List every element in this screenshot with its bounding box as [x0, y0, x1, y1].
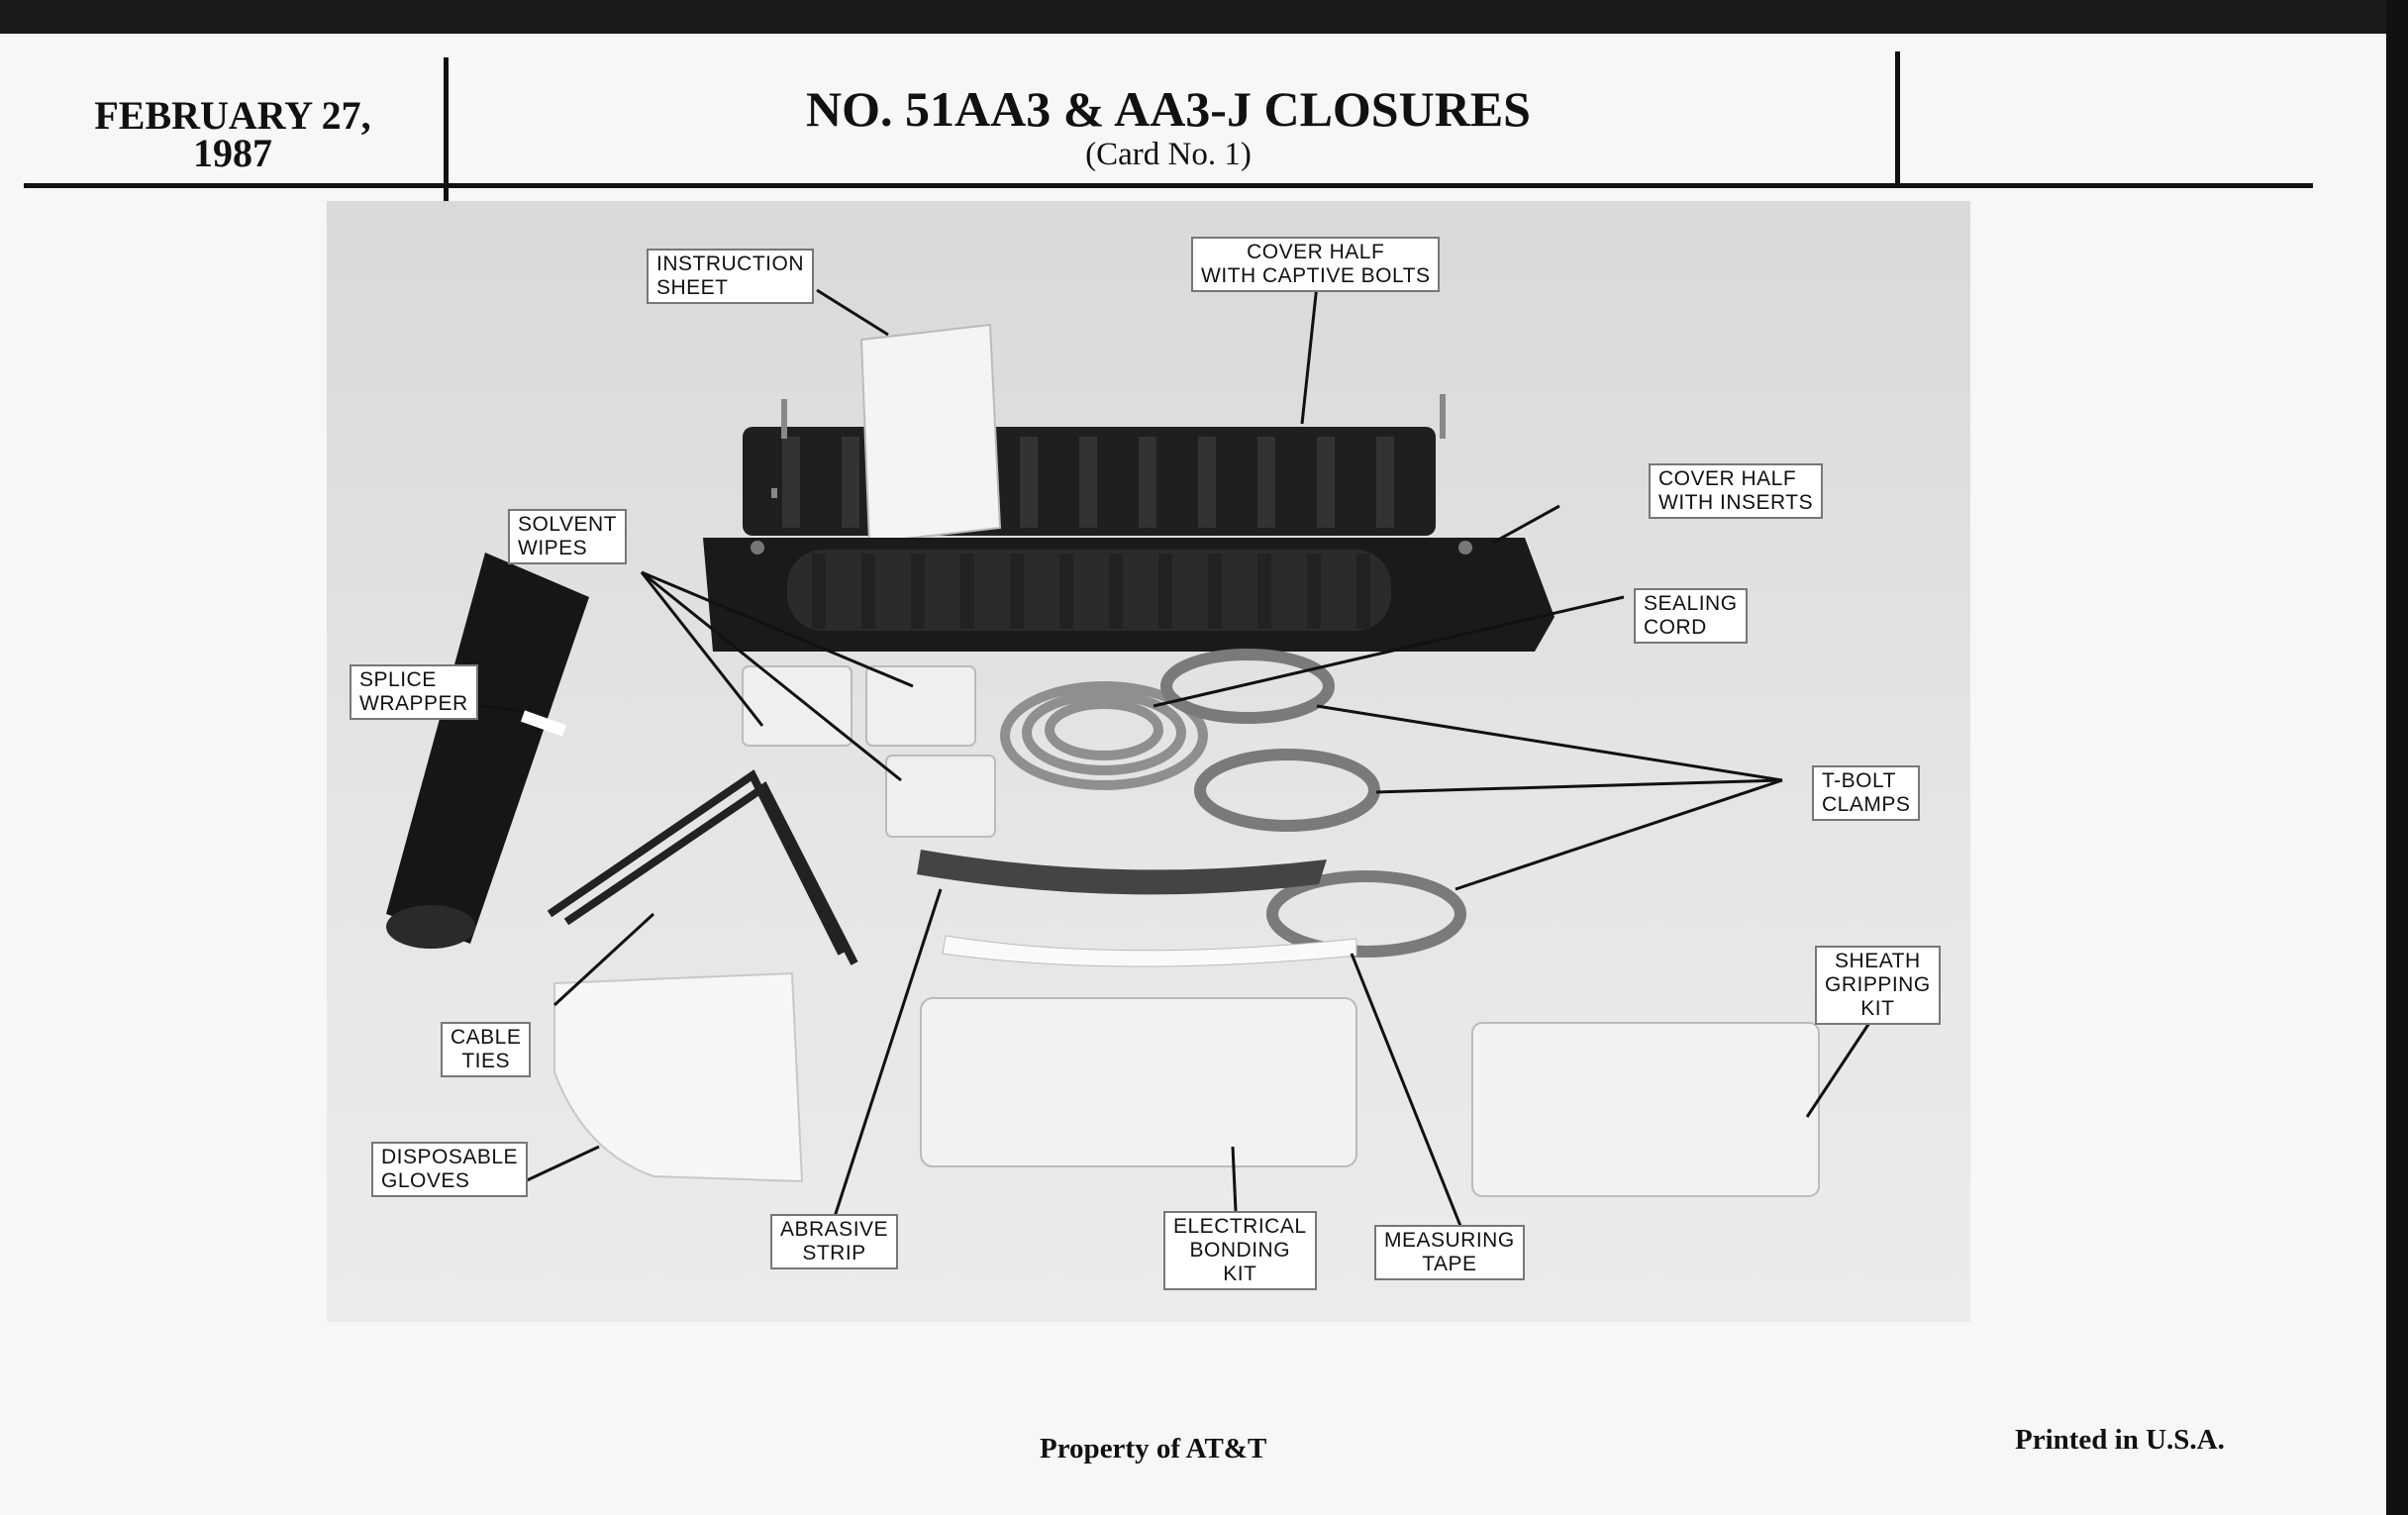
callout-splice-wrapper: SPLICE WRAPPER [350, 664, 478, 720]
page-title: NO. 51AA3 & AA3-J CLOSURES [805, 81, 1531, 137]
electrical-bonding-kit [921, 998, 1356, 1166]
callout-cover-half-captive-bolts: COVER HALF WITH CAPTIVE BOLTS [1191, 237, 1440, 292]
callout-abrasive-strip: ABRASIVE STRIP [770, 1214, 898, 1269]
issue-date-line1: FEBRUARY 27, [94, 93, 371, 138]
photo-illustration [327, 201, 1970, 1322]
callout-cover-half-inserts: COVER HALF WITH INSERTS [1649, 463, 1823, 519]
issue-date [30, 93, 436, 175]
callout-sheath-gripping-kit: SHEATH GRIPPING KIT [1815, 946, 1941, 1025]
callout-measuring-tape: MEASURING TAPE [1374, 1225, 1525, 1280]
callout-instruction-sheet: INSTRUCTION SHEET [647, 249, 814, 304]
cable-ties [550, 775, 854, 963]
page-subtitle: (Card No. 1) [1085, 137, 1252, 172]
callout-cable-ties: CABLE TIES [441, 1022, 531, 1077]
sheath-gripping-kit [1472, 1023, 1819, 1196]
card-edge-shadow [2386, 0, 2408, 1515]
footer-owner: Property of AT&T [1040, 1433, 1267, 1464]
footer-printed: Printed in U.S.A. [2015, 1424, 2225, 1456]
issue-date-line2: 1987 [193, 131, 272, 175]
t-bolt-clamps [1166, 655, 1460, 952]
callout-solvent-wipes: SOLVENT WIPES [508, 509, 627, 564]
callout-sealing-cord: SEALING CORD [1634, 588, 1748, 644]
splice-wrapper [386, 553, 589, 949]
cover-half-captive-bolts [743, 394, 1443, 536]
callout-electrical-bonding-kit: ELECTRICAL BONDING KIT [1163, 1211, 1317, 1290]
header-divider-left [444, 57, 449, 204]
instruction-sheet [861, 325, 1000, 543]
callout-t-bolt-clamps: T-BOLT CLAMPS [1812, 765, 1920, 821]
cover-half-inserts [703, 538, 1555, 652]
header-divider-right [1895, 51, 1900, 188]
header-rule [24, 183, 2313, 188]
closure-components-photo [327, 201, 1970, 1322]
callout-disposable-gloves: DISPOSABLE GLOVES [371, 1142, 528, 1197]
abrasive-strip [917, 850, 1327, 894]
